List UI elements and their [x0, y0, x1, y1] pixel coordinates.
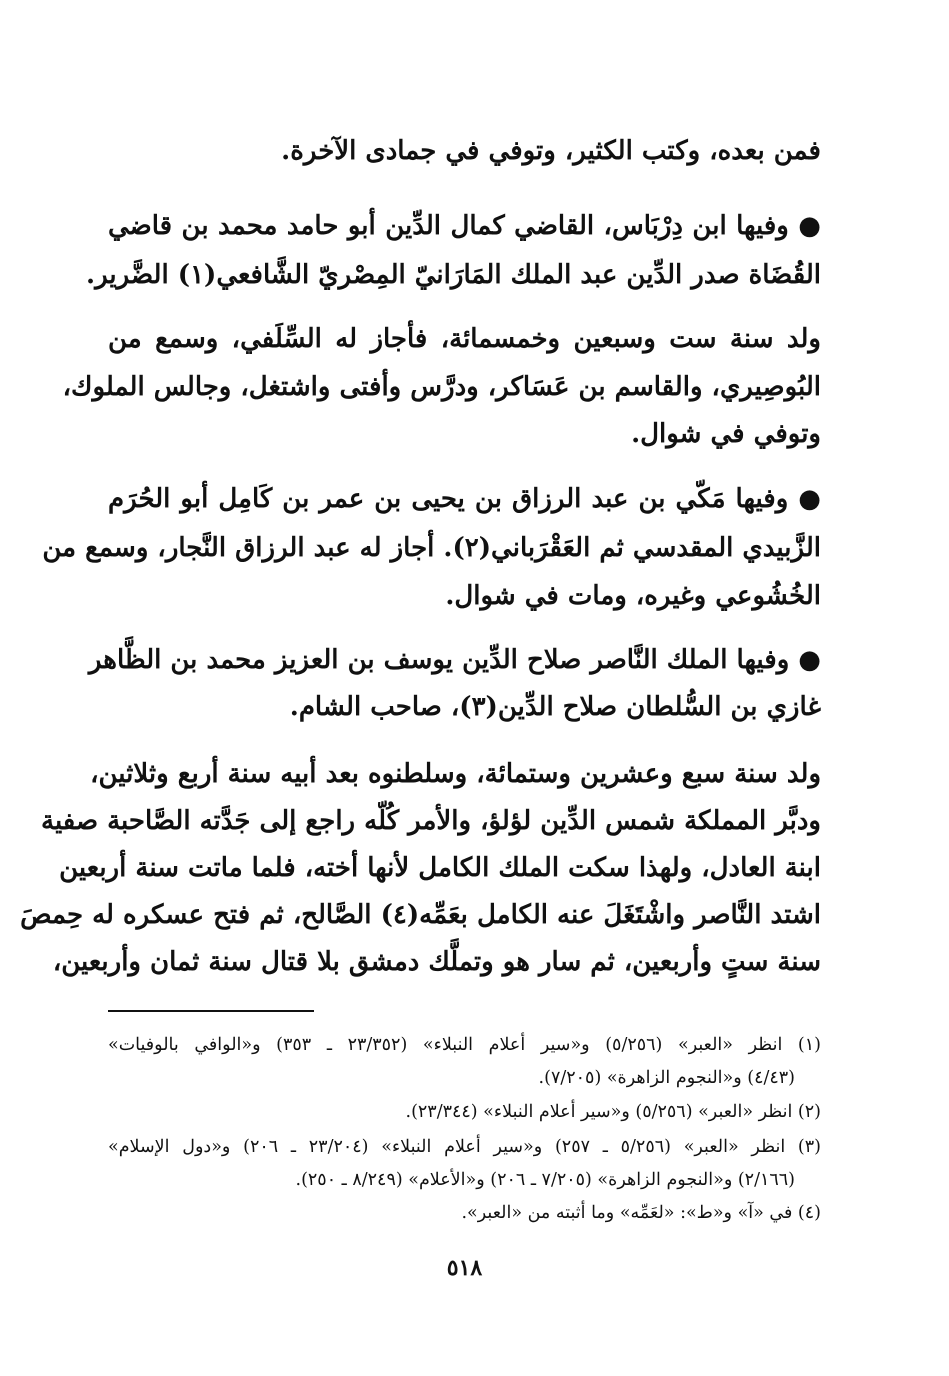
footnote-line: (١) انظر «العبر» (٥/٢٥٦) و«سير أعلام النبلاء» (٢٣/٣٥٢ ـ ٣٥٣) و«الوافي بالوفيات» — [108, 1035, 821, 1055]
body-line: ولد سنة ست وسبعين وخمسمائة، فأجاز له السِّلَفي، وسمع من — [108, 324, 821, 354]
body-line: ● وفيها مَكّي بن عبد الرزاق بن يحيى بن عمر بن كَامِل أبو الحُرَم — [108, 484, 821, 514]
footnote-separator — [108, 1010, 314, 1012]
footnote-line: (٣) انظر «العبر» (٥/٢٥٦ ـ ٢٥٧) و«سير أعلام النبلاء» (٢٣/٢٠٤ ـ ٢٠٦) و«دول الإسلام» — [108, 1137, 821, 1157]
footnote-line: (٢) انظر «العبر» (٥/٢٥٦) و«سير أعلام النبلاء» (٢٣/٣٤٤). — [405, 1102, 821, 1122]
body-line: البُوصِيري، والقاسم بن عَسَاكر، ودرَّس وأفتى واشتغل، وجالس الملوك، — [62, 372, 821, 402]
body-line: ● وفيها ابن دِرْبَاس، القاضي كمال الدِّين أبو حامد محمد بن قاضي — [108, 211, 821, 241]
footnote-line: (٤/٤٣) و«النجوم الزاهرة» (٧/٢٠٥). — [538, 1068, 795, 1088]
footnote-line: (٢/١٦٦) و«النجوم الزاهرة» (٧/٢٠٥ ـ ٢٠٦) و«الأعلام» (٨/٢٤٩ ـ ٢٥٠). — [295, 1170, 795, 1190]
body-line: فمن بعده، وكتب الكثير، وتوفي في جمادى الآخرة. — [281, 136, 821, 166]
body-line: اشتد النَّاصر واشْتَغَلَ عنه الكامل بعَمِّه(٤) الصَّالح، ثم فتح عسكره له حِمصَ — [20, 900, 821, 930]
body-line: الزَّبيدي المقدسي ثم العَقْرَباني(٢). أجاز له عبد الرزاق النَّجار، وسمع من — [42, 533, 821, 563]
body-line: وتوفي في شوال. — [631, 419, 821, 449]
body-line: الخُشُوعي وغيره، ومات في شوال. — [445, 581, 821, 611]
body-line: ودبَّر المملكة شمس الدِّين لؤلؤ، والأمر كُلّه راجع إلى جَدَّته الصَّاحبة صفية — [41, 806, 821, 836]
body-line: ابنة العادل، ولهذا سكت الملك الكامل لأنها أخته، فلما ماتت سنة أربعين — [59, 853, 821, 883]
footnote-line: (٤) في «آ» و«ط»: «لعَمِّه» وما أثبته من «العبر». — [461, 1203, 821, 1223]
book-page — [20, 0, 821, 1376]
body-line: ● وفيها الملك النَّاصر صلاح الدِّين يوسف بن العزيز محمد بن الظَّاهر — [88, 645, 821, 675]
body-line: القُضَاة صدر الدِّين عبد الملك المَارَانيّ المِصْريّ الشَّافعي(١) الضَّرير. — [86, 260, 821, 290]
page-number: ٥١٨ — [446, 1255, 483, 1281]
body-line: سنة ستٍ وأربعين، ثم سار هو وتملَّك دمشق بلا قتال سنة ثمان وأربعين، — [52, 947, 821, 977]
body-line: غازي بن السُّلطان صلاح الدِّين(٣)، صاحب الشام. — [289, 692, 821, 722]
body-line: ولد سنة سبع وعشرين وستمائة، وسلطنوه بعد أبيه سنة أربع وثلاثين، — [90, 759, 821, 789]
